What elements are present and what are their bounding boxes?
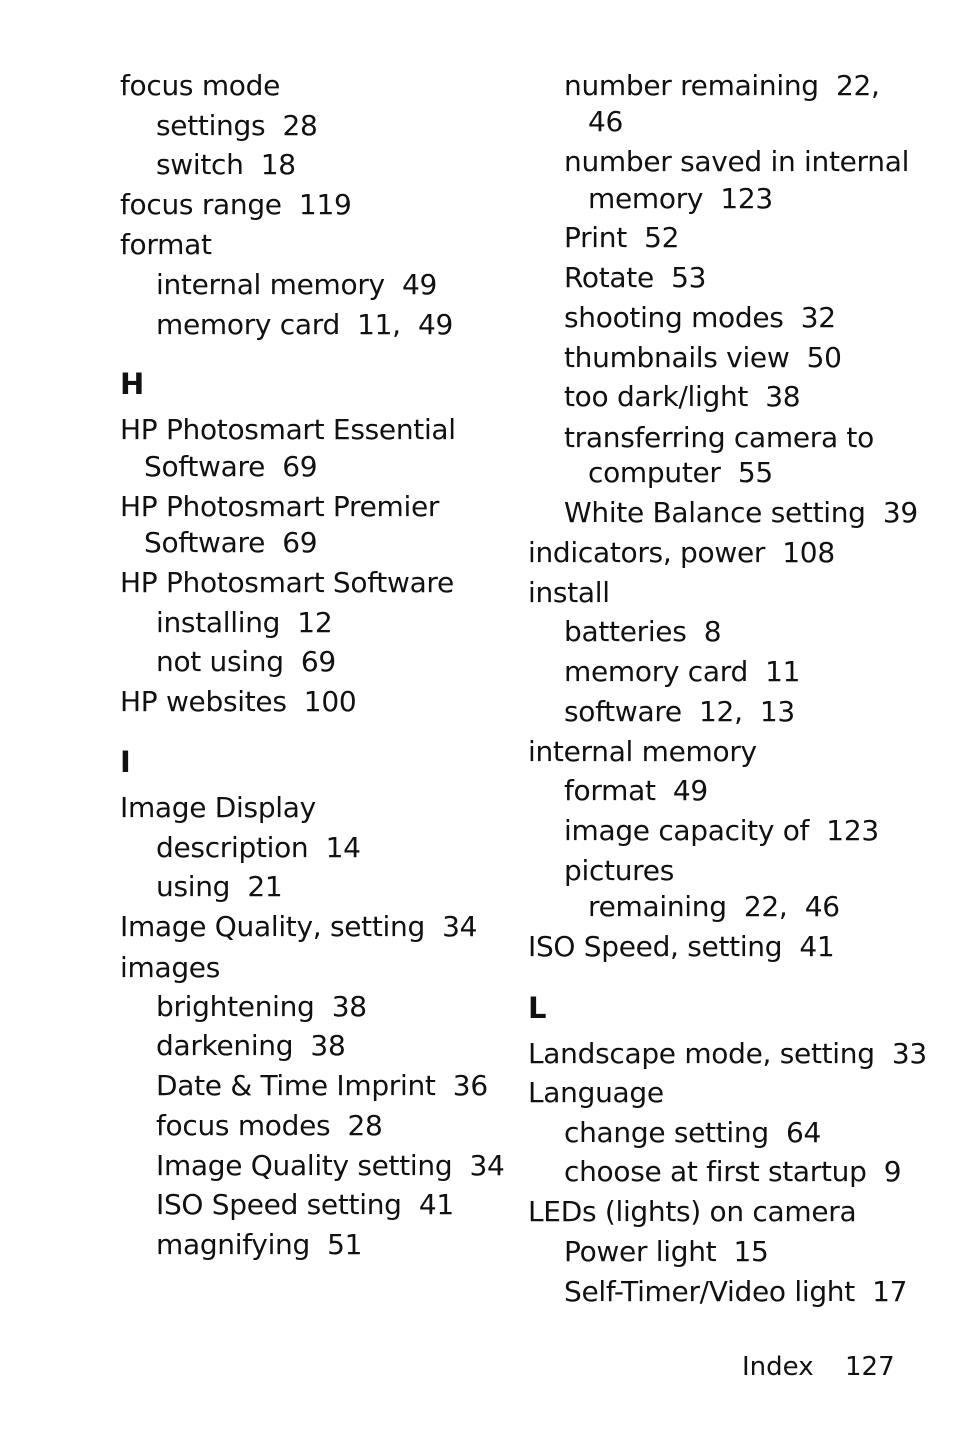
index-subentry: brightening 38 bbox=[156, 990, 367, 1023]
index-subentry: thumbnails view 50 bbox=[564, 341, 842, 374]
index-subentry: Self-Timer/Video light 17 bbox=[564, 1275, 908, 1308]
index-subentry: memory 123 bbox=[588, 182, 773, 215]
index-subentry: Software 69 bbox=[144, 526, 318, 559]
index-subentry: software 12, 13 bbox=[564, 695, 795, 728]
index-subentry: focus modes 28 bbox=[156, 1109, 383, 1142]
section-letter-heading: H bbox=[120, 367, 145, 401]
index-entry: HP Photosmart Premier bbox=[120, 490, 440, 523]
index-subentry: using 21 bbox=[156, 870, 283, 903]
index-subentry: internal memory 49 bbox=[156, 268, 438, 301]
index-entry: focus mode bbox=[120, 69, 281, 102]
index-subentry: Power light 15 bbox=[564, 1235, 769, 1268]
index-subentry: Print 52 bbox=[564, 221, 680, 254]
index-subentry: darkening 38 bbox=[156, 1029, 346, 1062]
index-subentry: remaining 22, 46 bbox=[588, 890, 840, 923]
index-entry: Image Quality, setting 34 bbox=[120, 910, 478, 943]
index-subentry: choose at first startup 9 bbox=[564, 1155, 902, 1188]
index-entry: Image Display bbox=[120, 791, 316, 824]
index-subentry: computer 55 bbox=[588, 456, 773, 489]
index-entry: format bbox=[120, 228, 212, 261]
index-subentry: 46 bbox=[588, 105, 624, 138]
index-subentry: transferring camera to bbox=[564, 421, 874, 454]
index-subentry: memory card 11, 49 bbox=[156, 308, 453, 341]
index-subentry: description 14 bbox=[156, 831, 361, 864]
index-subentry: Rotate 53 bbox=[564, 261, 707, 294]
index-subentry: ISO Speed setting 41 bbox=[156, 1188, 454, 1221]
index-entry: focus range 119 bbox=[120, 188, 352, 221]
index-subentry: not using 69 bbox=[156, 645, 336, 678]
index-subentry: change setting 64 bbox=[564, 1116, 822, 1149]
index-entry: HP Photosmart Essential bbox=[120, 413, 456, 446]
footer-section-label: Index bbox=[742, 1352, 814, 1382]
index-entry: internal memory bbox=[528, 735, 757, 768]
index-subentry: shooting modes 32 bbox=[564, 301, 836, 334]
index-subentry: pictures bbox=[564, 854, 674, 887]
index-subentry: White Balance setting 39 bbox=[564, 496, 918, 529]
index-entry: ISO Speed, setting 41 bbox=[528, 930, 835, 963]
section-letter-heading: L bbox=[528, 991, 547, 1025]
index-subentry: Image Quality setting 34 bbox=[156, 1149, 505, 1182]
index-subentry: image capacity of 123 bbox=[564, 814, 879, 847]
index-entry: Landscape mode, setting 33 bbox=[528, 1037, 927, 1070]
section-letter-heading: I bbox=[120, 745, 131, 779]
index-subentry: installing 12 bbox=[156, 606, 333, 639]
index-subentry: format 49 bbox=[564, 774, 708, 807]
index-subentry: Date & Time Imprint 36 bbox=[156, 1069, 488, 1102]
index-entry: Language bbox=[528, 1076, 664, 1109]
index-subentry: Software 69 bbox=[144, 450, 318, 483]
index-subentry: magnifying 51 bbox=[156, 1228, 363, 1261]
index-subentry: number saved in internal bbox=[564, 145, 910, 178]
index-entry: images bbox=[120, 951, 221, 984]
index-entry: LEDs (lights) on camera bbox=[528, 1195, 857, 1228]
index-subentry: settings 28 bbox=[156, 109, 318, 142]
index-subentry: number remaining 22, bbox=[564, 69, 880, 102]
index-subentry: memory card 11 bbox=[564, 655, 801, 688]
index-entry: indicators, power 108 bbox=[528, 536, 835, 569]
footer-page-number: 127 bbox=[845, 1352, 895, 1382]
index-subentry: batteries 8 bbox=[564, 615, 722, 648]
index-subentry: too dark/light 38 bbox=[564, 380, 801, 413]
index-entry: install bbox=[528, 576, 610, 609]
index-subentry: switch 18 bbox=[156, 148, 296, 181]
index-entry: HP websites 100 bbox=[120, 685, 357, 718]
index-entry: HP Photosmart Software bbox=[120, 566, 454, 599]
